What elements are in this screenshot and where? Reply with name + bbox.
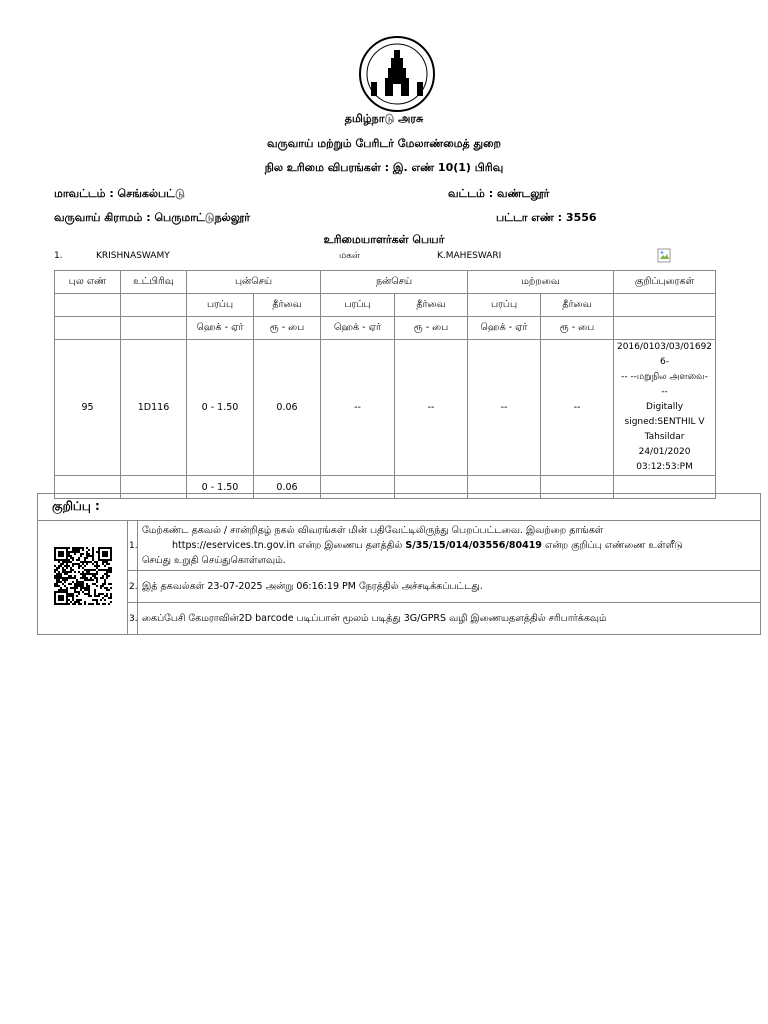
note-item-1 [138, 521, 761, 571]
remarks-cell [614, 340, 716, 476]
note-1-text-a: மேற்கண்ட தகவல் / சான்றிதழ் நகல் விவரங்கள் மின் பதிவேட்டிலிருந்து பெறப்பட்டவை. இவற்றை தாங்கள் [142, 525, 604, 536]
reference-number: S/35/15/014/03556/80419 [405, 540, 542, 551]
owner-name: KRISHNASWAMY [96, 251, 170, 261]
remarks-description: -- --மறுநில அளவை- [621, 372, 708, 382]
eservices-link[interactable]: https://eservices.tn.gov.in [172, 540, 296, 551]
note-1-text-c: என்ற குறிப்பு எண்ணை உள்ளீடு [544, 540, 683, 551]
table-subheader-row [55, 294, 716, 317]
other-area-unit: ஹெக் - ஏர் [468, 317, 541, 340]
taluk-label: வட்டம் : வண்டலூர் [448, 187, 550, 200]
broken-image-icon [657, 248, 673, 264]
notes-table [37, 493, 761, 635]
col-other-land: மற்றவை [468, 271, 614, 294]
notes-title: குறிப்பு : [38, 494, 761, 521]
table-header-row [55, 271, 716, 294]
qr-code-icon [54, 547, 112, 605]
department-name: வருவாய் மற்றும் பேரிடர் மேலாண்மைத் துறை [267, 137, 501, 150]
col-survey-number: புல எண் [55, 271, 121, 294]
remarks-dash: -- [661, 387, 668, 397]
dry-area-header: பரப்பு [187, 294, 254, 317]
district-label: மாவட்டம் : செங்கல்பட்டு [54, 187, 185, 200]
wet-area-header: பரப்பு [321, 294, 395, 317]
col-wet-land: நன்செய் [321, 271, 468, 294]
col-subdivision: உட்பிரிவு [121, 271, 187, 294]
dry-tax: 0.06 [254, 340, 321, 476]
col-dry-land: புன்செய் [187, 271, 321, 294]
other-tax-header: தீர்வை [541, 294, 614, 317]
col-remarks: குறிப்புரைகள் [614, 271, 716, 294]
table-units-row [55, 317, 716, 340]
owner-index: 1. [54, 251, 63, 261]
note-number: 2. [128, 571, 138, 603]
document-title: நில உரிமை விபரங்கள் : இ. எண் 10(1) பிரிவு [264, 161, 504, 174]
note-item-3: கைப்பேசி கேமராவின்2D barcode படிப்பான் மூலம் படித்து 3G/GPRS வழி இணையதளத்தில் சரிபார்க்கவும் [138, 603, 761, 635]
patta-number: பட்டா எண் : 3556 [496, 211, 597, 224]
owners-heading: உரிமையாளர்கள் பெயர் [323, 233, 445, 246]
qr-code[interactable] [38, 521, 128, 635]
owner-relative: K.MAHESWARI [437, 251, 502, 261]
remarks-reference: 2016/0103/03/016926- [617, 342, 713, 367]
subdivision: 1D116 [121, 340, 187, 476]
wet-area-unit: ஹெக் - ஏர் [321, 317, 395, 340]
dry-area-unit: ஹெக் - ஏர் [187, 317, 254, 340]
table-row [55, 340, 716, 476]
land-details-table [54, 270, 716, 499]
signature-time: 03:12:53:PM [636, 462, 693, 472]
note-1-text-b: என்ற இணைய தளத்தில் [298, 540, 403, 551]
other-area: -- [468, 340, 541, 476]
tamil-nadu-emblem [357, 34, 437, 114]
wet-tax-unit: ரூ - பை [395, 317, 468, 340]
note-1-text-d: செய்து உறுதி செய்துகொள்ளவும். [142, 555, 286, 566]
survey-number: 95 [55, 340, 121, 476]
note-number: 3. [128, 603, 138, 635]
other-tax: -- [541, 340, 614, 476]
total-dry-tax: 0.06 [254, 476, 321, 499]
government-name: தமிழ்நாடு அரசு [344, 112, 424, 125]
dry-area: 0 - 1.50 [187, 340, 254, 476]
signature-line-1: Digitally [646, 402, 684, 412]
wet-tax-header: தீர்வை [395, 294, 468, 317]
wet-tax: -- [395, 340, 468, 476]
signature-designation: Tahsildar [644, 432, 685, 442]
wet-area: -- [321, 340, 395, 476]
owner-relation: மகள் [339, 251, 361, 261]
other-tax-unit: ரூ - பை [541, 317, 614, 340]
signature-line-2: signed:SENTHIL V [624, 417, 705, 427]
village-label: வருவாய் கிராமம் : பெருமாட்டுநல்லூர் [54, 211, 250, 224]
dry-tax-unit: ரூ - பை [254, 317, 321, 340]
note-item-2: இத் தகவல்கள் 23-07-2025 அன்று 06:16:19 PM நேரத்தில் அச்சடிக்கப்பட்டது. [138, 571, 761, 603]
dry-tax-header: தீர்வை [254, 294, 321, 317]
note-number: 1. [128, 521, 138, 571]
signature-date: 24/01/2020 [638, 447, 691, 457]
other-area-header: பரப்பு [468, 294, 541, 317]
total-dry-area: 0 - 1.50 [187, 476, 254, 499]
